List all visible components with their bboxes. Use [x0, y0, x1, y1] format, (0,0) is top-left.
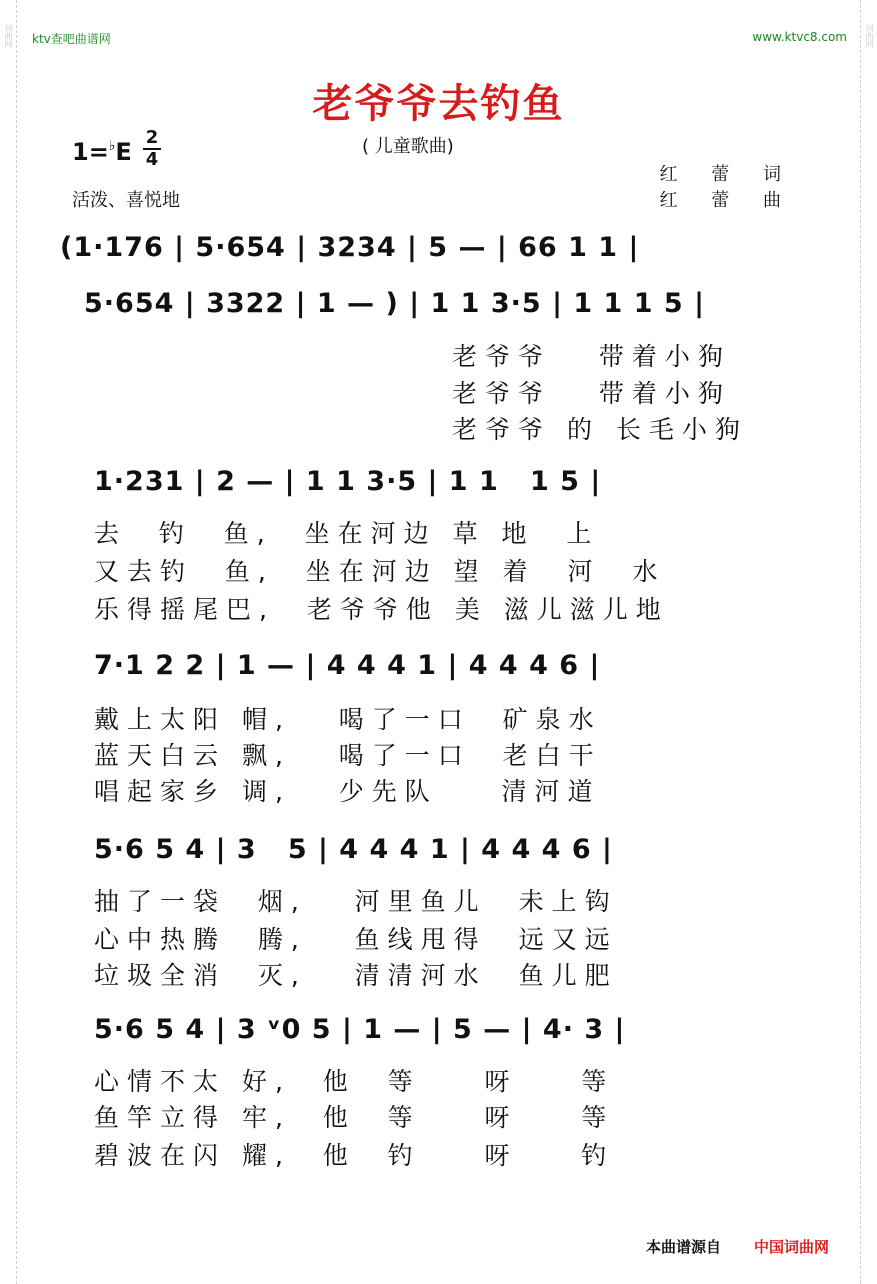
composer-credit: 红 蕾 曲	[659, 190, 795, 211]
lyric-line: 老爷爷 带着小狗	[452, 379, 731, 408]
score-system-2: 5·654 | 3322 | 1 — ) | 1 1 3·5 | 1 1 1 5 |	[84, 288, 705, 319]
lyric-line: 碧波在闪 耀, 他 钓 呀 钓	[94, 1141, 615, 1170]
lyric-line: 去 钓 鱼, 坐在河边 草 地 上	[94, 519, 600, 548]
score-system-3: 1·231 | 2 — | 1 1 3·5 | 1 1 1 5 |	[94, 466, 602, 497]
lyric-line: 心中热腾 腾, 鱼线甩得 远又远	[94, 925, 618, 954]
site-url-right[interactable]: www.ktvc8.com	[752, 30, 847, 44]
key-letter: E	[115, 138, 132, 166]
right-watermark-strip	[860, 0, 877, 1284]
score-system-6: 5·6 5 4 | 3 ᵛ0 5 | 1 — | 5 — | 4· 3 |	[94, 1014, 626, 1045]
time-numerator: 2	[145, 127, 159, 148]
footer-source-label: 本曲谱源自	[646, 1238, 722, 1256]
lyric-line: 抽了一袋 烟, 河里鱼儿 未上钩	[94, 887, 618, 916]
site-name-left[interactable]: ktv查吧曲谱网	[32, 32, 111, 46]
lyric-line: 垃圾全消 灭, 清清河水 鱼儿肥	[94, 961, 618, 990]
lyric-line: 戴上太阳 帽, 喝了一口 矿泉水	[94, 705, 602, 734]
score-system-5: 5·6 5 4 | 3 5 | 4 4 4 1 | 4 4 4 6 |	[94, 834, 613, 865]
time-denominator: 4	[145, 149, 159, 170]
lyricist-credit: 红 蕾 词	[659, 164, 795, 185]
lyric-line: 老爷爷 的 长毛小狗	[452, 415, 748, 444]
lyric-line: 鱼竿立得 牢, 他 等 呀 等	[94, 1103, 615, 1132]
tempo-marking: 活泼、喜悦地	[72, 190, 180, 211]
lyric-line: 乐得摇尾巴, 老爷爷他 美 滋儿滋儿地	[94, 595, 669, 624]
side-watermark: 词曲网	[865, 24, 874, 48]
lyric-line: 心情不太 好, 他 等 呀 等	[94, 1067, 615, 1096]
key-prefix: 1=	[72, 138, 109, 166]
side-watermark: 词曲网	[4, 24, 13, 48]
footer-source-site[interactable]: 中国词曲网	[754, 1238, 830, 1256]
left-watermark-strip	[0, 0, 17, 1284]
lyric-line: 老爷爷 带着小狗	[452, 342, 731, 371]
time-signature	[143, 129, 161, 169]
lyric-line: 又去钓 鱼, 坐在河边 望 着 河 水	[94, 557, 666, 586]
song-subtitle: ( 儿童歌曲)	[362, 136, 454, 157]
score-system-4: 7·1 2 2 | 1 — | 4 4 4 1 | 4 4 4 6 |	[94, 650, 601, 681]
song-title: 老爷爷去钓鱼	[312, 81, 565, 127]
lyric-line: 唱起家乡 调, 少先队 清河道	[94, 777, 601, 806]
key-signature	[72, 138, 132, 166]
score-system-1: (1·176 | 5·654 | 3234 | 5 — | 66 1 1 |	[60, 232, 640, 263]
flat-sign: ♭	[108, 138, 116, 154]
lyric-line: 蓝天白云 飘, 喝了一口 老白干	[94, 741, 602, 770]
